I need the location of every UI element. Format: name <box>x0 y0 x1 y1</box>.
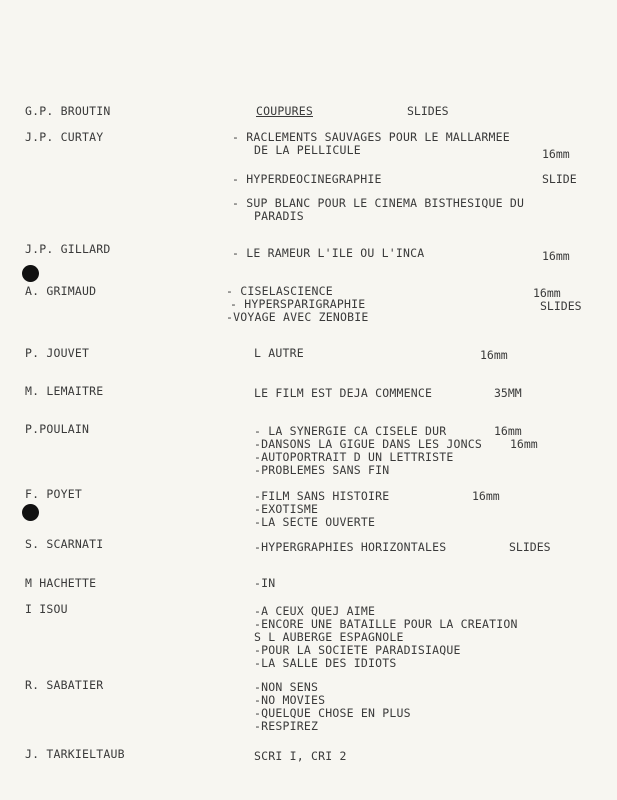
work-title: - SUP BLANC POUR LE CINEMA BISTHESIQUE DU <box>232 196 525 210</box>
author-name: F. POYET <box>25 487 82 501</box>
author-name: J. TARKIELTAUB <box>25 747 125 761</box>
author-name: P.POULAIN <box>25 422 90 436</box>
format-label: SLIDE <box>542 172 577 186</box>
format-label: 35MM <box>494 386 522 400</box>
work-title: SCRI I, CRI 2 <box>254 749 347 763</box>
work-title: L AUTRE <box>254 346 304 360</box>
format-label: 16mm <box>510 437 538 451</box>
author-name: P. JOUVET <box>25 346 90 360</box>
work-title: -PROBLEMES SANS FIN <box>254 463 390 477</box>
author-name: J.P. CURTAY <box>25 130 104 144</box>
author-name: M. LEMAITRE <box>25 384 104 398</box>
work-title: - LE RAMEUR L'ILE OU L'INCA <box>232 246 425 260</box>
work-title: -QUELQUE CHOSE EN PLUS <box>254 706 411 720</box>
work-title: LE FILM EST DEJA COMMENCE <box>254 386 433 400</box>
format-label: SLIDES <box>407 104 449 118</box>
work-title: -IN <box>254 576 276 590</box>
work-title: -RESPIREZ <box>254 719 319 733</box>
work-title: -ENCORE UNE BATAILLE POUR LA CREATION <box>254 617 518 631</box>
author-name: I ISOU <box>25 602 68 616</box>
author-name: R. SABATIER <box>25 678 104 692</box>
format-label: 16mm <box>480 348 508 362</box>
work-title: -LA SECTE OUVERTE <box>254 515 376 529</box>
author-name: S. SCARNATI <box>25 537 104 551</box>
author-name: M HACHETTE <box>25 576 97 590</box>
work-title: - HYPERDEOCINEGRAPHIE <box>232 172 382 186</box>
work-title: DE LA PELLICULE <box>254 143 361 157</box>
work-title: COUPURES <box>256 104 313 118</box>
work-title: - CISELASCIENCE <box>226 284 333 298</box>
work-title: -VOYAGE AVEC ZENOBIE <box>226 310 369 324</box>
work-title: -NON SENS <box>254 680 319 694</box>
work-title: - LA SYNERGIE CA CISELE DUR <box>254 424 447 438</box>
punch-hole-bottom <box>22 504 39 521</box>
format-label: 16mm <box>542 147 570 161</box>
format-label: SLIDES <box>509 540 551 554</box>
format-label: 16mm <box>542 249 570 263</box>
work-title: - HYPERSPARIGRAPHIE <box>230 297 366 311</box>
work-title: -AUTOPORTRAIT D UN LETTRISTE <box>254 450 454 464</box>
work-title: -NO MOVIES <box>254 693 326 707</box>
work-title: -LA SALLE DES IDIOTS <box>254 656 397 670</box>
work-title: PARADIS <box>254 209 304 223</box>
work-title: -POUR LA SOCIETE PARADISIAQUE <box>254 643 461 657</box>
work-title: -A CEUX QUEJ AIME <box>254 604 376 618</box>
author-name: A. GRIMAUD <box>25 284 97 298</box>
work-title: - RACLEMENTS SAUVAGES POUR LE MALLARMEE <box>232 130 510 144</box>
work-title: -FILM SANS HISTOIRE <box>254 489 390 503</box>
work-title: -HYPERGRAPHIES HORIZONTALES <box>254 540 447 554</box>
format-label: SLIDES <box>540 299 582 313</box>
format-label: 16mm <box>533 286 561 300</box>
work-title: S L AUBERGE ESPAGNOLE <box>254 630 404 644</box>
punch-hole-top <box>22 265 39 282</box>
author-name: J.P. GILLARD <box>25 242 111 256</box>
format-label: 16mm <box>472 489 500 503</box>
work-title: -EXOTISME <box>254 502 319 516</box>
author-name: G.P. BROUTIN <box>25 104 111 118</box>
format-label: 16mm <box>494 424 522 438</box>
work-title: -DANSONS LA GIGUE DANS LES JONCS <box>254 437 482 451</box>
